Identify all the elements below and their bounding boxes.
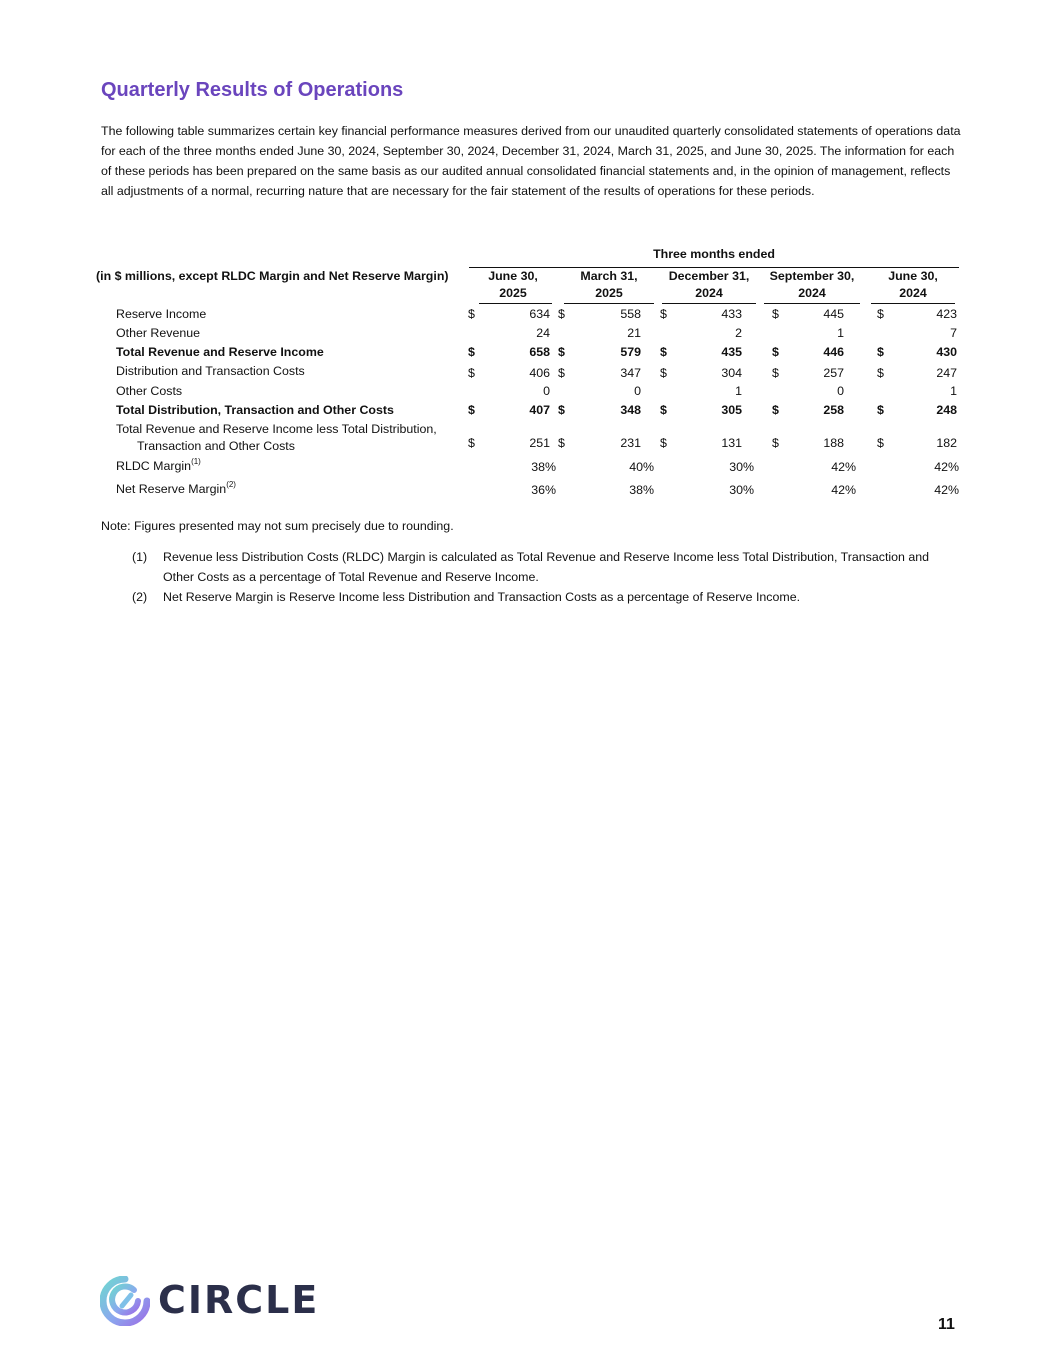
cell-value: 247: [936, 366, 957, 380]
cell-value: 0: [634, 384, 641, 398]
cell-value: 445: [823, 307, 844, 321]
row-label-total-revenue: Total Revenue and Reserve Income: [116, 345, 324, 359]
units-header: (in $ millions, except RLDC Margin and Net Reserve Margin): [96, 269, 449, 283]
cell-value: 305: [721, 403, 742, 417]
cell-value: 40%: [629, 460, 654, 474]
currency-sign: $: [558, 307, 565, 321]
footnote-2-marker: (2): [132, 590, 148, 604]
col-header-4-line2: 2024: [798, 286, 826, 300]
row-label-rldc-margin: RLDC Margin$^{(1)}$: [116, 457, 201, 473]
currency-sign: $: [660, 345, 667, 359]
intro-paragraph: The following table summarizes certain key financial performance measures derived from our unaudited quarterly consolidated statements of operations data for each of the three months ended June 30, 2024, September 30, 2024, December 31, 2024, March 31, 2025, and June 30, 2025. The information for each of these periods has been prepared on the same basis as our audited annual consolidated financial statements and, in the opinion of management, reflects all adjustments of a normal, recurring nature that are necessary for the fair statement of the results of operations for these periods.: [101, 124, 961, 198]
currency-sign: $: [468, 436, 475, 450]
currency-sign: $: [660, 436, 667, 450]
cell-value: 558: [620, 307, 641, 321]
cell-value: 430: [936, 345, 957, 359]
col-header-5-rule: [871, 303, 955, 304]
currency-sign: $: [877, 436, 884, 450]
footnote-2-text: Net Reserve Margin is Reserve Income less Distribution and Transaction Costs as a percentage of Reserve Income.: [163, 590, 801, 604]
currency-sign: $: [772, 307, 779, 321]
col-header-2-line1: March 31,: [580, 269, 638, 283]
circle-wordmark: CIRCLE: [158, 1278, 320, 1322]
cell-value: 2: [735, 326, 742, 340]
row-label-reserve-income: Reserve Income: [116, 307, 207, 321]
cell-value: 38%: [531, 460, 556, 474]
cell-value: 407: [529, 403, 550, 417]
cell-value: 131: [721, 436, 742, 450]
cell-value: 634: [529, 307, 550, 321]
cell-value: 579: [620, 345, 641, 359]
cell-value: 30%: [729, 460, 754, 474]
cell-value: 304: [721, 366, 742, 380]
cell-value: 248: [936, 403, 957, 417]
currency-sign: $: [558, 366, 565, 380]
page-number: 11: [938, 1316, 955, 1333]
currency-sign: $: [772, 436, 779, 450]
currency-sign: $: [660, 307, 667, 321]
cell-value: 348: [620, 403, 641, 417]
currency-sign: $: [660, 366, 667, 380]
currency-sign: $: [558, 345, 565, 359]
cell-value: 423: [936, 307, 957, 321]
cell-value: 1: [950, 384, 957, 398]
row-label-net-reserve-margin: Net Reserve Margin$^{(2)}$: [116, 480, 236, 496]
cell-value: 24: [536, 326, 550, 340]
row-label-total-distribution: Total Distribution, Transaction and Other Costs: [116, 403, 394, 417]
row-label-distribution-costs: Distribution and Transaction Costs: [116, 364, 305, 378]
cell-value: 433: [721, 307, 742, 321]
currency-sign: $: [558, 436, 565, 450]
row-label-other-revenue: Other Revenue: [116, 326, 201, 340]
footnote-ref-1: (1): [191, 457, 201, 466]
cell-value: 36%: [531, 483, 556, 497]
col-header-2-line2: 2025: [595, 286, 623, 300]
currency-sign: $: [877, 307, 884, 321]
cell-value: 7: [950, 326, 957, 340]
col-header-4-line1: September 30,: [769, 269, 855, 283]
col-header-1-line2: 2025: [499, 286, 527, 300]
cell-value: 0: [837, 384, 844, 398]
cell-value: 1: [735, 384, 742, 398]
cell-value: 182: [936, 436, 957, 450]
currency-sign: $: [468, 345, 475, 359]
footnote-1-text: Revenue less Distribution Costs (RLDC) Margin is calculated as Total Revenue and Reserve Income less Total Distribution, Transaction and Other Costs as a percentage of Total Revenue and Reserve Income.: [163, 550, 930, 584]
row-label-other-costs: Other Costs: [116, 384, 183, 398]
currency-sign: $: [877, 366, 884, 380]
col-header-3-rule: [662, 303, 756, 304]
row-label-net-total-line1: Total Revenue and Reserve Income less Total Distribution,: [116, 422, 437, 436]
cell-value: 30%: [729, 483, 754, 497]
row-label-net-total-line2: Transaction and Other Costs: [137, 439, 295, 453]
col-header-1-line1: June 30,: [488, 269, 538, 283]
currency-sign: $: [468, 307, 475, 321]
col-header-5-line2: 2024: [899, 286, 927, 300]
rounding-note: Note: Figures presented may not sum precisely due to rounding.: [101, 519, 454, 533]
currency-sign: $: [558, 403, 565, 417]
col-header-4-rule: [764, 303, 860, 304]
footnote-ref-2: (2): [226, 480, 236, 489]
circle-logo-icon: [100, 1276, 150, 1326]
cell-value: 251: [529, 436, 550, 450]
group-header-rule: [469, 267, 959, 268]
cell-value: 1: [837, 326, 844, 340]
currency-sign: $: [468, 403, 475, 417]
cell-value: 42%: [934, 460, 959, 474]
cell-value: 258: [823, 403, 844, 417]
cell-value: 38%: [629, 483, 654, 497]
col-header-2-rule: [564, 303, 654, 304]
cell-value: 658: [529, 345, 550, 359]
cell-value: 231: [620, 436, 641, 450]
currency-sign: $: [772, 403, 779, 417]
col-header-3-line2: 2024: [695, 286, 723, 300]
currency-sign: $: [877, 403, 884, 417]
cell-value: 42%: [831, 460, 856, 474]
currency-sign: $: [660, 403, 667, 417]
cell-value: 42%: [831, 483, 856, 497]
page-title: Quarterly Results of Operations: [101, 79, 404, 101]
cell-value: 42%: [934, 483, 959, 497]
currency-sign: $: [772, 366, 779, 380]
currency-sign: $: [772, 345, 779, 359]
currency-sign: $: [468, 366, 475, 380]
cell-value: 188: [823, 436, 844, 450]
col-header-1-rule: [479, 303, 552, 304]
cell-value: 446: [823, 345, 844, 359]
col-header-3-line1: December 31,: [668, 269, 750, 283]
cell-value: 21: [627, 326, 641, 340]
group-header: Three months ended: [653, 247, 775, 261]
circle-logo: [100, 1276, 320, 1326]
cell-value: 406: [529, 366, 550, 380]
cell-value: 0: [543, 384, 550, 398]
cell-value: 435: [721, 345, 742, 359]
currency-sign: $: [877, 345, 884, 359]
cell-value: 347: [620, 366, 641, 380]
footnote-1-marker: (1): [132, 550, 148, 564]
col-header-5-line1: June 30,: [888, 269, 938, 283]
cell-value: 257: [823, 366, 844, 380]
